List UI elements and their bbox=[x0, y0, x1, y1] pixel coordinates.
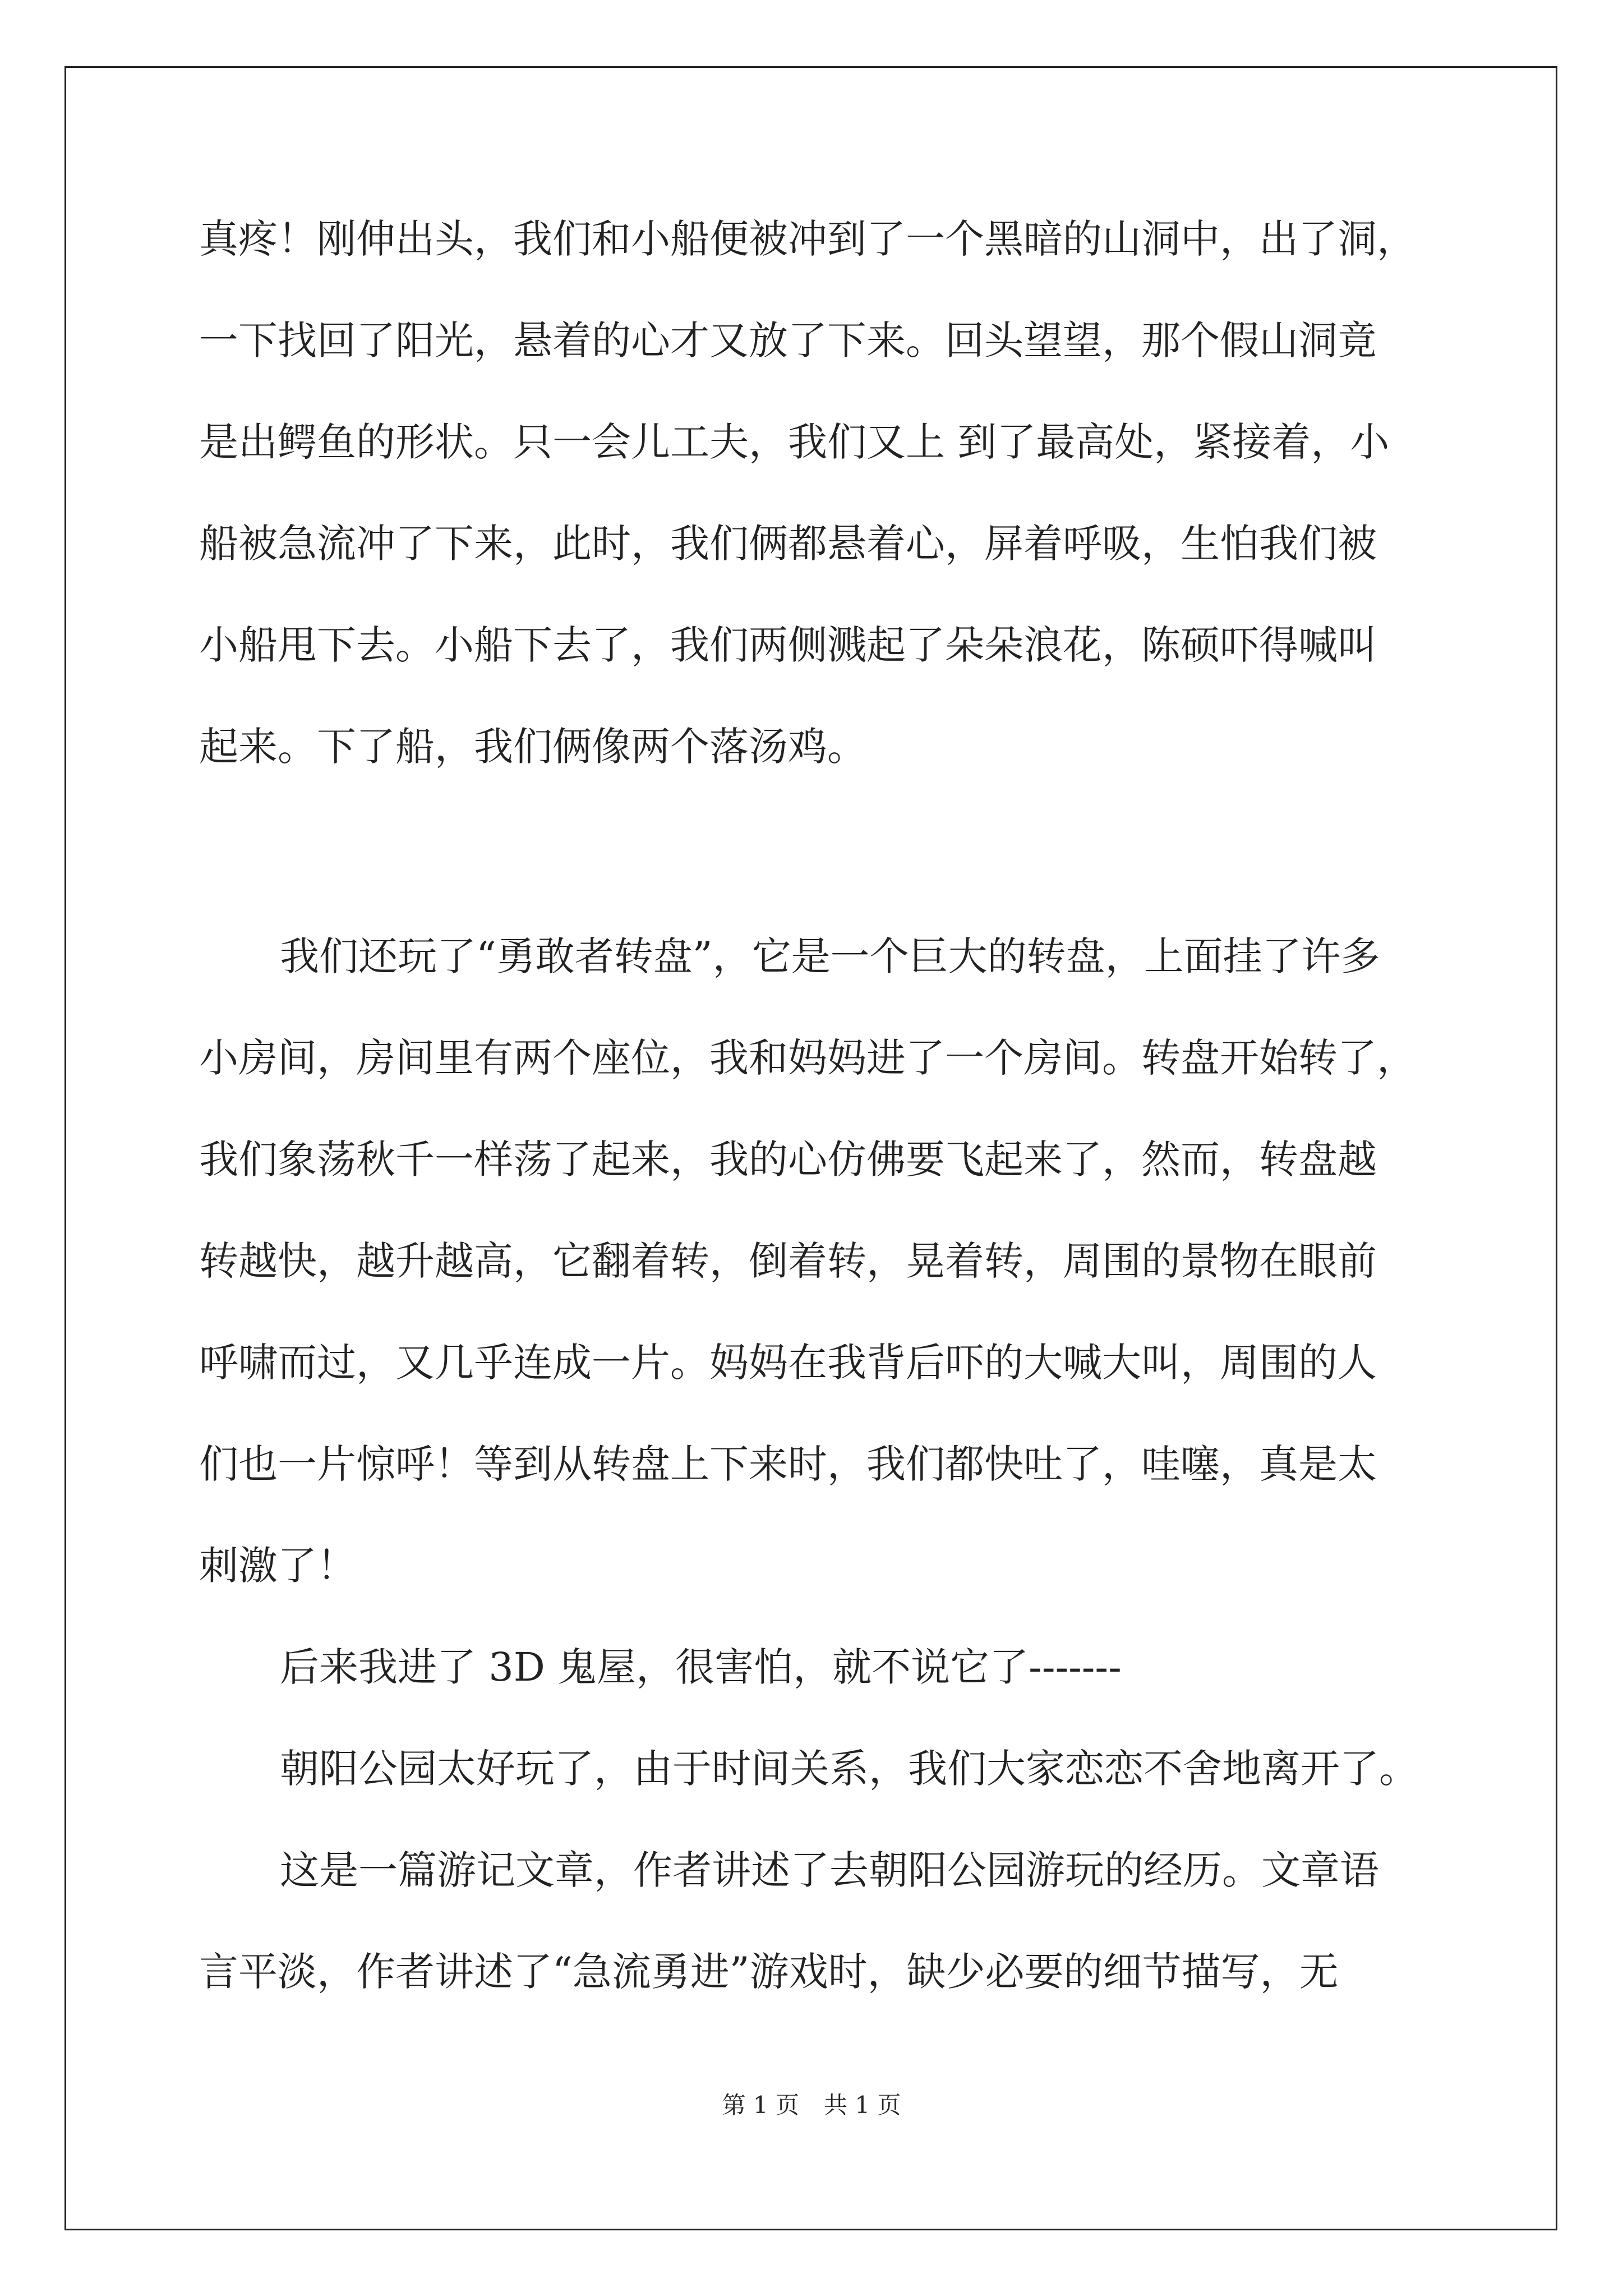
text-line: 朝阳公园太好玩了，由于时间关系，我们大家恋恋不舍地离开了。 bbox=[280, 1746, 1418, 1792]
text-line: 转越快，越升越高，它翻着转，倒着转，晃着转，周围的景物在眼前 bbox=[199, 1238, 1377, 1284]
text-line: 起来。下了船，我们俩像两个落汤鸡。 bbox=[199, 724, 866, 770]
page-total: 共 1 页 bbox=[824, 2091, 901, 2119]
text-line: 言平淡，作者讲述了“急流勇进”游戏时，缺少必要的细节描写，无 bbox=[199, 1949, 1339, 1995]
page-number: 第 1 页 bbox=[722, 2091, 799, 2119]
paragraph-gap bbox=[199, 798, 1461, 906]
text-line: 这是一篇游记文章，作者讲述了去朝阳公园游玩的经历。文章语 bbox=[280, 1847, 1379, 1893]
text-line: 船被急流冲了下来，此时，我们俩都悬着心，屏着呼吸，生怕我们被 bbox=[199, 521, 1377, 567]
page-footer bbox=[0, 2087, 1623, 2120]
text-line: 小船甩下去。小船下去了，我们两侧溅起了朵朵浪花，陈硕吓得喊叫 bbox=[199, 622, 1377, 668]
text-line: 我们还玩了“勇敢者转盘”，它是一个巨大的转盘，上面挂了许多 bbox=[280, 933, 1380, 979]
article-body bbox=[199, 188, 1461, 2023]
text-line: 是出鳄鱼的形状。只一会儿工夫，我们又上 到了最高处，紧接着，小 bbox=[199, 419, 1390, 465]
text-line: 刺激了！ bbox=[199, 1543, 356, 1589]
text-line: 后来我进了 3D 鬼屋，很害怕，就不说它了------- bbox=[280, 1644, 1122, 1690]
text-line: 们也一片惊呼！等到从转盘上下来时，我们都快吐了，哇噻，真是太 bbox=[199, 1441, 1377, 1487]
text-line: 呼啸而过，又几乎连成一片。妈妈在我背后吓的大喊大叫，周围的人 bbox=[199, 1340, 1377, 1386]
text-line: 真疼！刚伸出头，我们和小船便被冲到了一个黑暗的山洞中，出了洞， bbox=[199, 216, 1416, 262]
text-line: 一下找回了阳光，悬着的心才又放了下来。回头望望，那个假山洞竟 bbox=[199, 318, 1377, 364]
text-line: 小房间，房间里有两个座位，我和妈妈进了一个房间。转盘开始转了， bbox=[199, 1035, 1416, 1081]
text-line: 我们象荡秋千一样荡了起来，我的心仿佛要飞起来了，然而，转盘越 bbox=[199, 1137, 1377, 1182]
